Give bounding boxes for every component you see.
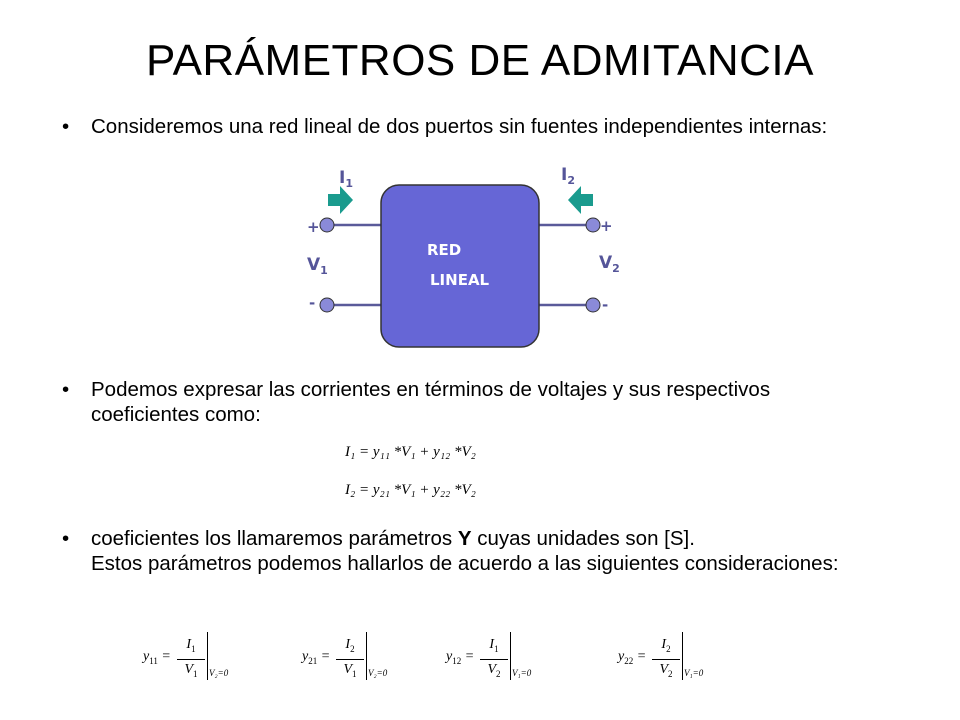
bullet-intro bbox=[62, 114, 882, 139]
bullet-expression bbox=[62, 377, 882, 427]
terminal-port1-plus bbox=[320, 218, 334, 232]
port1-minus-sign: - bbox=[309, 294, 316, 312]
terminal-port2-minus bbox=[586, 298, 600, 312]
network-label-line1: RED bbox=[427, 241, 462, 259]
current-arrow-i1-icon bbox=[328, 186, 353, 214]
current-label-i1: $I_1$ bbox=[339, 168, 353, 190]
voltage-label-v1: $V_1$ bbox=[307, 255, 328, 277]
two-port-network-diagram bbox=[295, 158, 635, 353]
terminal-port2-plus bbox=[586, 218, 600, 232]
bullet-parameters-text: coeficientes los llamaremos parámetros Y cuyas unidades son [S]. Estos parámetros podemos hallarlos de acuerdo a las siguientes consideraciones: bbox=[91, 527, 839, 575]
bullet-marker: • bbox=[62, 378, 70, 401]
bullet-parameters bbox=[62, 526, 882, 576]
current-label-i2: $I_2$ bbox=[561, 165, 575, 187]
current-arrow-i2-icon bbox=[568, 186, 593, 214]
voltage-label-v2: $V_2$ bbox=[599, 253, 620, 275]
equation-i1: I₁ = y₁₁ *V₁ + y₁₂ *V₂ bbox=[345, 444, 476, 460]
bullet-marker: • bbox=[62, 527, 70, 550]
bullet-marker: • bbox=[62, 115, 70, 138]
slide-title: PARÁMETROS DE ADMITANCIA bbox=[145, 36, 814, 85]
terminal-port1-minus bbox=[320, 298, 334, 312]
parameter-symbol: Y bbox=[457, 527, 472, 550]
bullet-expression-text: Podemos expresar las corrientes en términos de voltajes y sus respectivos coeficientes como: bbox=[91, 378, 771, 426]
port2-plus-sign: + bbox=[600, 217, 613, 235]
network-label-line2: LINEAL bbox=[430, 271, 490, 289]
equation-i2: I₂ = y₂₁ *V₁ + y₂₂ *V₂ bbox=[345, 482, 476, 498]
bullet-intro-text: Consideremos una red lineal de dos puertos sin fuentes independientes internas: bbox=[91, 115, 828, 138]
network-box bbox=[381, 185, 539, 347]
port1-plus-sign: + bbox=[307, 218, 320, 236]
port2-minus-sign: - bbox=[602, 296, 609, 314]
